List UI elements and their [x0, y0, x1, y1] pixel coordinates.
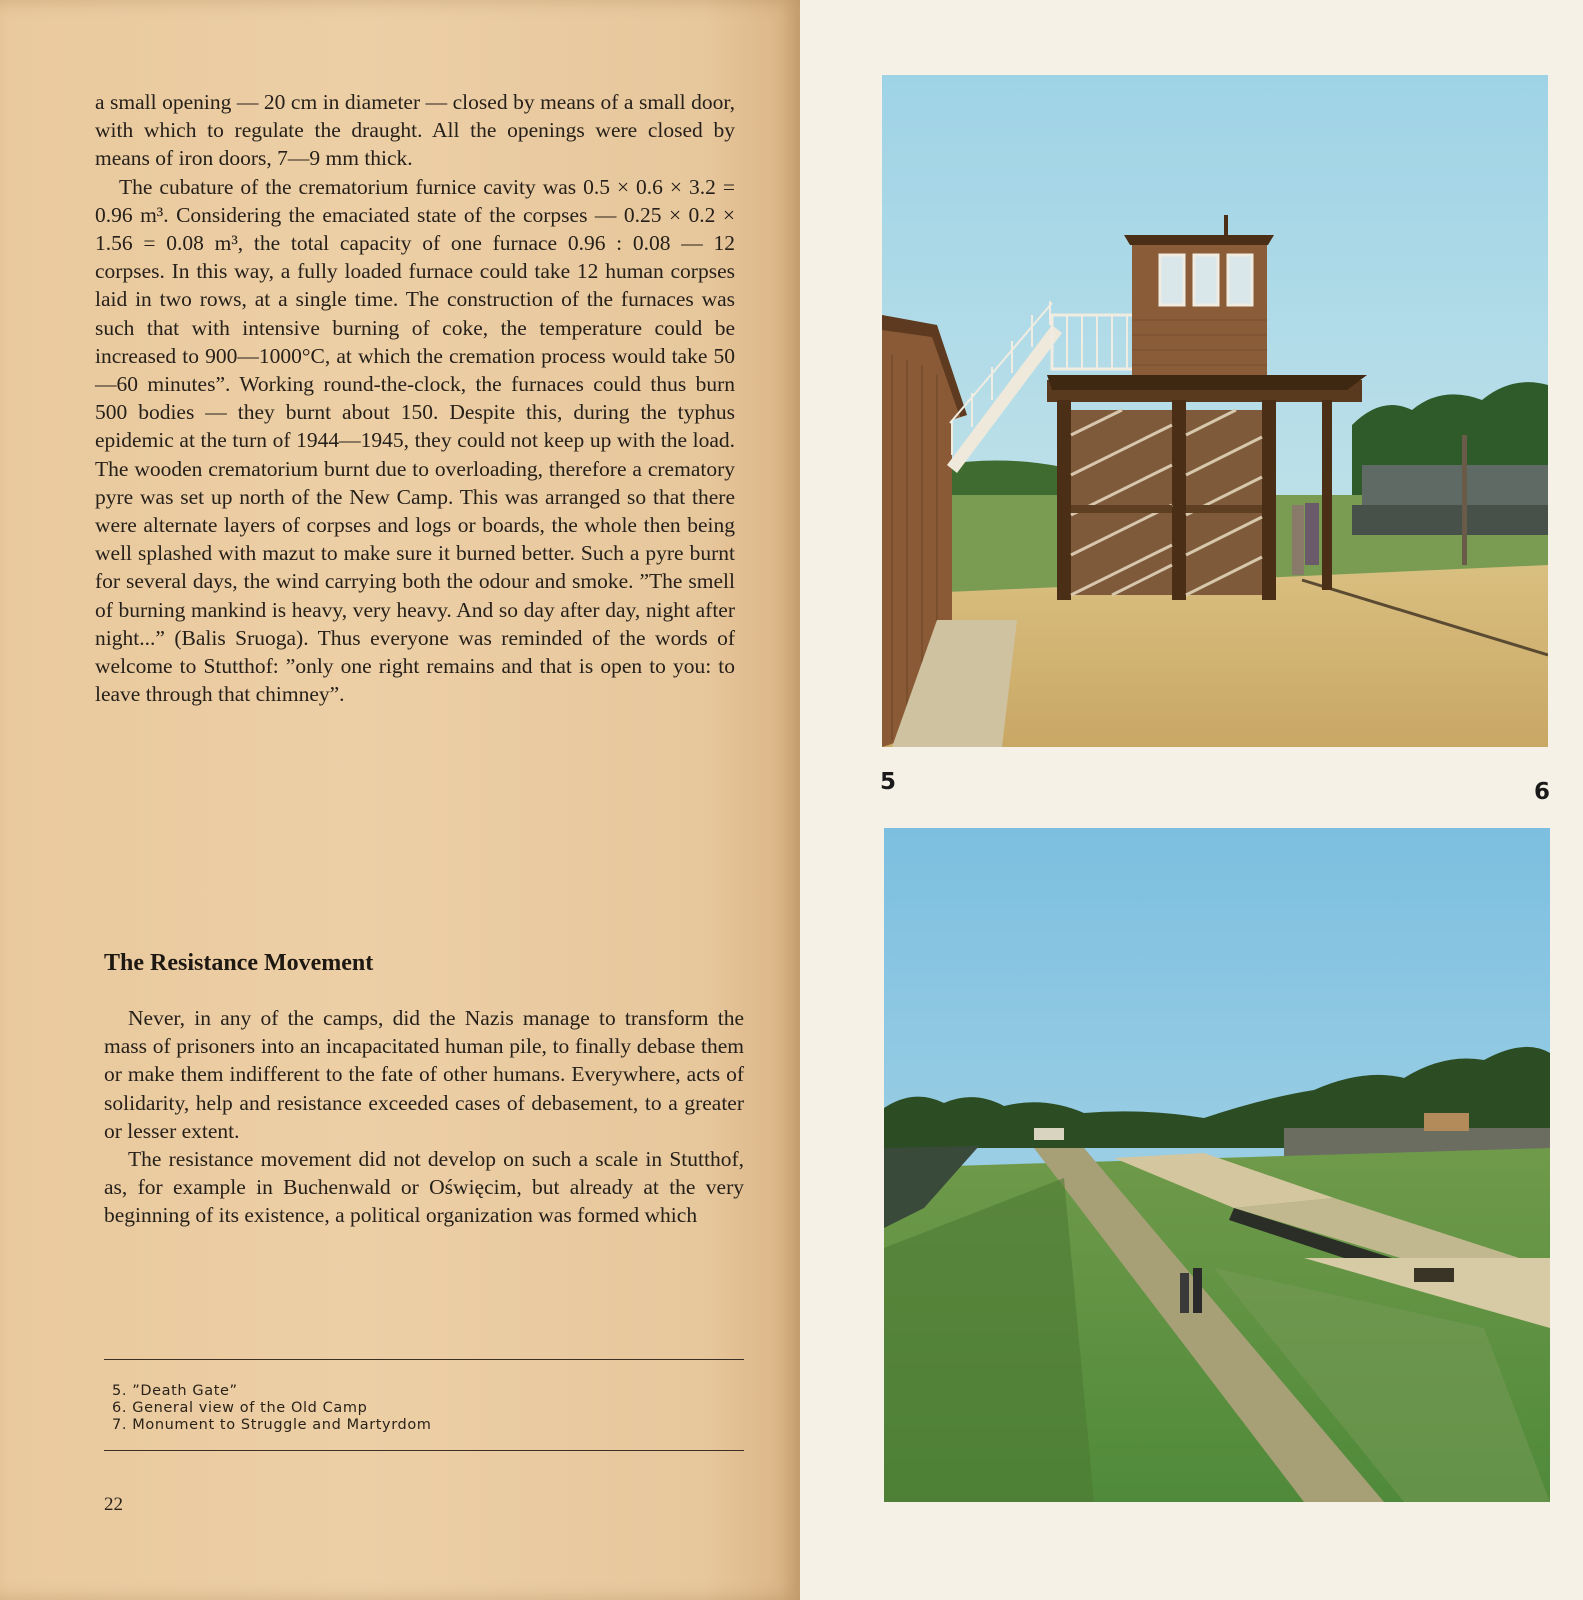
page-number: 22 [104, 1494, 123, 1515]
caption-7: 7. Monument to Struggle and Martyrdom [112, 1417, 432, 1433]
photo-old-camp [884, 828, 1550, 1502]
caption-6: 6. General view of the Old Camp [112, 1400, 368, 1416]
body-text-resistance [104, 1004, 744, 1230]
caption-rule-top [104, 1359, 744, 1360]
paragraph-4: The resistance movement did not develop on such a scale in Stutthof, as, for example in Buchenwald or Oświęcim, but already at the very beginning of its existence, a political organization was formed which [104, 1147, 744, 1228]
photo-captions [112, 1383, 432, 1434]
caption-rule-bottom [104, 1450, 744, 1451]
section-heading: The Resistance Movement [104, 950, 374, 976]
body-text [95, 88, 735, 708]
photo-number-5: 5 [880, 769, 897, 795]
photo-death-gate [882, 75, 1548, 747]
paragraph-3: Never, in any of the camps, did the Nazis manage to transform the mass of prisoners into an incapacitated human pile, to finally debase them or make them indifferent to the fate of other humans. Everywhere, acts of solidarity, help and resistance exceeded cases of debasement, to a greater or lesser extent. [104, 1006, 744, 1143]
right-page [800, 0, 1583, 1600]
caption-5: 5. ”Death Gate” [112, 1383, 238, 1399]
photo-number-6: 6 [1534, 779, 1551, 805]
paragraph-1: a small opening — 20 cm in diameter — closed by means of a small door, with which to regulate the draught. All the openings were closed by means of iron doors, 7—9 mm thick. [95, 90, 735, 171]
paragraph-2: The cubature of the crematorium furnice cavity was 0.5 × 0.6 × 3.2 = 0.96 m³. Considering the emaciated state of the corpses — 0.25 × 0.2 × 1.56 = 0.08 m³, the total capacity of one furnace 0.96 : 0.08 — 12 corpses. In this way, a fully loaded furnace could take 12 human corpses laid in two rows, at a single time. The construction of the furnaces was such that with intensive burning of coke, the temperature could be increased to 900—1000°C, at which the cremation process would take 50—60 minutes”. Working round-the-clock, the furnaces could thus burn 500 bodies — they burnt about 150. Despite this, during the typhus epidemic at the turn of 1944—1945, they could not keep up with the load. The wooden crematorium burnt due to overloading, therefore a crematory pyre was set up north of the New Camp. This was arranged so that there were alternate layers of corpses and logs or boards, the whole then being well splashed with mazut to make sure it burned better. Such a pyre burnt for several days, the wind carrying both the odour and smoke. ”The smell of burning mankind is heavy, very heavy. And so day after day, night after night...” (Balis Sruoga). Thus everyone was reminded of the words of welcome to Stutthof: ”only one right remains and that is open to you: to leave through that chimney”. [95, 174, 735, 707]
